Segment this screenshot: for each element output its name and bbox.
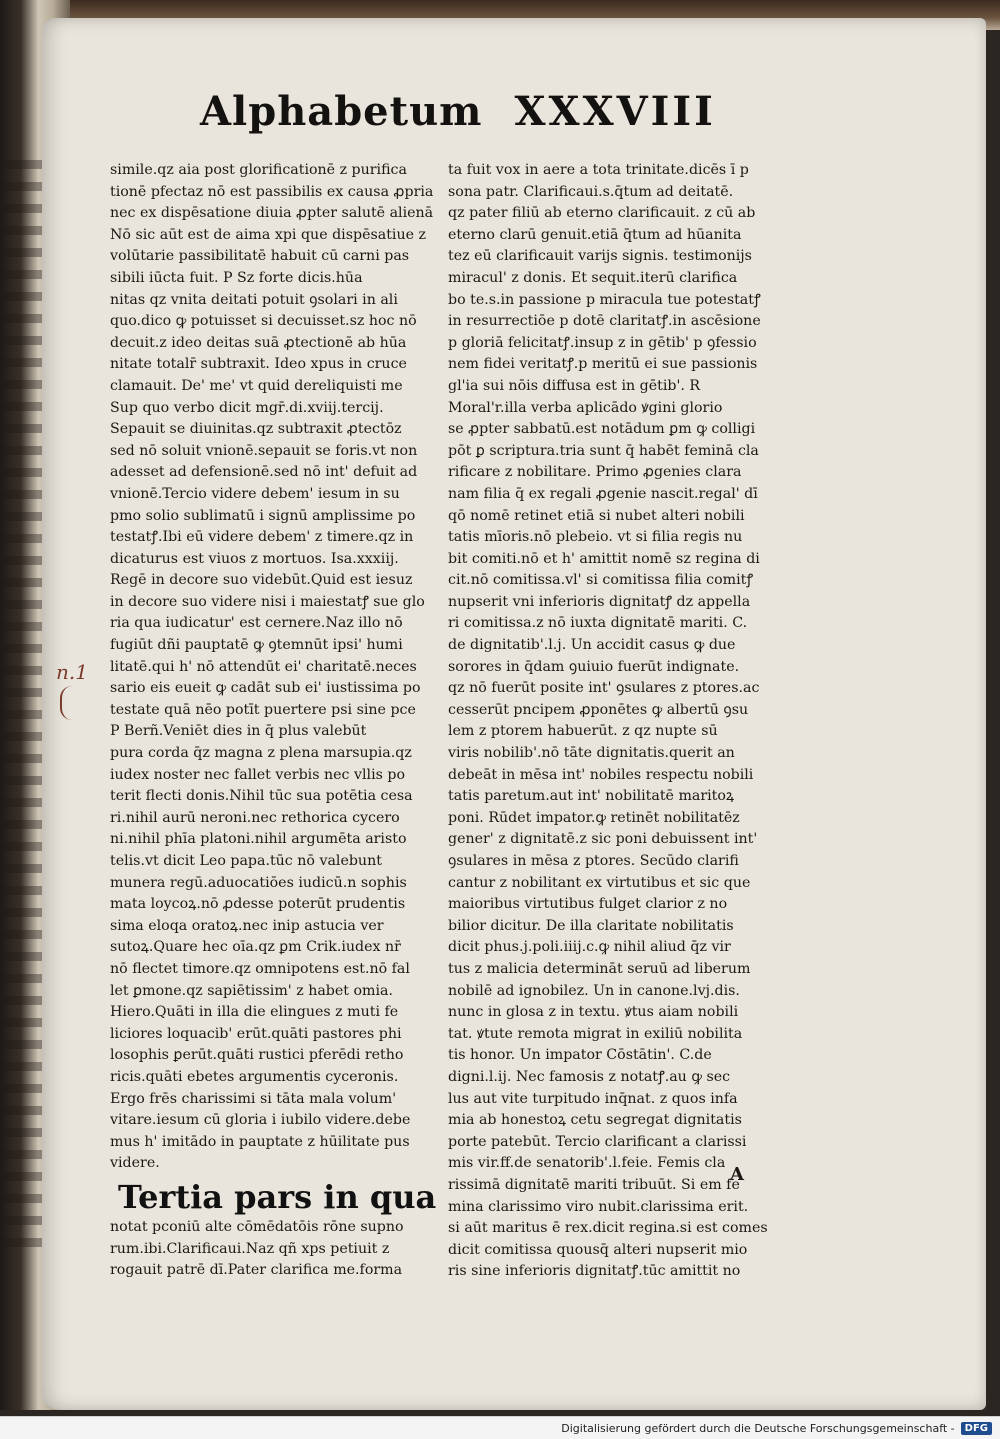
text-line: tez eū clarificauit varijs signis. testimonijs — [448, 248, 752, 265]
text-line: sario eis eueit ꝙ cadāt sub ei' iustissima po — [110, 680, 421, 697]
text-line: maioribus virtutibus fulget clarior z no — [448, 896, 728, 913]
text-line: videre. — [110, 1155, 160, 1172]
text-line: cit.nō comitissa.vl' si comitissa filia comitꝭ — [448, 572, 754, 589]
text-line: ta fuit vox in aere a tota trinitate.dicēs ī p — [448, 162, 749, 178]
text-line: tatis paretum.aut int' nobilitatē maritoꝝ — [448, 788, 735, 805]
text-line: bilior dicitur. De illa claritate nobilitatis — [448, 917, 734, 934]
text-line: simile.qz aia post glorificationē z purifica — [110, 162, 407, 178]
folio-number: XXXVIII — [514, 88, 716, 135]
text-line: gener' z dignitatē.z sic poni debuissent int' — [448, 831, 758, 848]
footer-credit-bar — [0, 1416, 1000, 1439]
text-line: eterno clarū genuit.etiā q̄tum ad hūanita — [448, 226, 742, 243]
text-line: let ꝑmone.qz sapiētissim' z habet omia. — [110, 982, 393, 999]
text-line: sutoꝝ.Quare hec oīa.qz ꝑm Crik.iudex nr̄ — [110, 939, 401, 956]
text-line: vitare.iesum cū gloria i iubilo videre.debe — [110, 1112, 411, 1129]
text-line: qz nō fuerūt posite int' ꝯsulares z ptores.ac — [448, 680, 760, 697]
text-line: cantur z nobilitant ex virtutibus et sic que — [448, 874, 751, 891]
text-line: notat pconiū alte cōmēdatōis rōne supno — [110, 1218, 404, 1235]
text-line: si aūt maritus ē rex.dicit regina.si est comes — [448, 1220, 768, 1237]
text-line: tis honor. Un impator Cōstātin'. C.de — [448, 1047, 712, 1064]
text-line: porte patebūt. Tercio clarificant a clarissi — [448, 1133, 747, 1150]
text-line: mia ab honestoꝝ cetu segregat dignitatis — [448, 1112, 742, 1129]
text-line: Sup quo verbo dicit mgr̄.di.xviij.tercij. — [110, 399, 384, 416]
margin-bracket — [60, 686, 80, 720]
text-line: nitas qz vnita deitati potuit ꝯsolari in ali — [110, 291, 398, 308]
text-line: sed nō soluit vnionē.sepauit se foris.vt non — [110, 442, 418, 459]
text-line: sorores in q̄dam ꝯuiuio fuerūt indignate. — [448, 658, 740, 675]
text-line: p gloriā felicitatꝭ.insup z in gētib' p ꝯfessio — [448, 334, 757, 351]
text-line: mina clarissimo viro nubit.clarissima erit. — [448, 1198, 749, 1215]
text-line: liciores loquacib' erūt.quāti pastores phi — [110, 1025, 402, 1042]
text-line: Nō sic aūt est de aima xpi que dispēsatiue z — [110, 226, 426, 243]
text-line: ri.nihil aurū neroni.nec rethorica cycero — [110, 809, 400, 826]
text-line: sona patr. Clarificaui.s.q̄tum ad deitatē. — [448, 183, 734, 200]
text-line: lus aut vite turpitudo inq̄nat. z quos infa — [448, 1090, 738, 1107]
left-lines-after — [110, 1217, 440, 1282]
margin-annotation: n.1 — [56, 660, 88, 684]
text-line: P Berñ.Veniēt dies in q̄ plus valebūt — [110, 723, 367, 740]
text-line: rum.ibi.Clarificaui.Naz qñ xps petiuit z — [110, 1240, 390, 1257]
section-title: Tertia pars in qua — [118, 1177, 437, 1216]
text-line: tus z malicia determināt seruū ad liberum — [448, 960, 751, 977]
text-line: vnionē.Tercio videre debem' iesum in su — [110, 485, 400, 502]
text-line: Ergo frēs charissimi si tāta mala volum' — [110, 1090, 397, 1107]
text-line: volūtarie passibilitatē habuit cū carni pas — [110, 248, 410, 265]
text-line: sibili iūcta fuit. P Sz forte dicis.hūa — [110, 269, 363, 286]
running-header — [200, 88, 716, 138]
text-line: nec ex dispēsatione diuia ꝓpter salutē alienā — [110, 205, 434, 222]
text-line: ni.nihil phīa platoni.nihil argumēta aristo — [110, 831, 407, 848]
text-line: Hiero.Quāti in illa die elingues z muti fe — [110, 1004, 399, 1021]
text-line: dicit phus.j.poli.iiij.c.ꝙ nihil aliud q̄z vir — [448, 939, 731, 956]
text-line: in resurrectiōe p dotē claritatꝭ.in ascēsione — [448, 313, 761, 330]
text-line: Moral'r.illa verba aplicādo ꝟgini glorio — [448, 399, 723, 416]
text-line: fugiūt dñi pauptatē ꝙ ꝯtemnūt ipsi' humi — [110, 637, 403, 654]
text-line: mus h' imitādo in pauptate z hūilitate pus — [110, 1133, 410, 1150]
text-line: gl'ia sui nōis diffusa est in gētib'. R — [448, 377, 701, 394]
text-line: litatē.qui h' nō attendūt ei' charitatē.neces — [110, 658, 417, 675]
facing-page-text — [0, 160, 48, 1260]
text-line: nobilē ad ignobilez. Un in canone.lvj.dis. — [448, 982, 740, 999]
text-line: mis vir.ff.de senatorib'.l.feie. Femis cla — [448, 1155, 726, 1172]
text-line: ricis.quāti ebetes argumentis cyceronis. — [110, 1068, 399, 1085]
text-line: qz pater filiū ab eterno clarificauit. z cū ab — [448, 205, 756, 222]
text-line: sima eloqa oratoꝝ.nec inip astucia ver — [110, 917, 384, 934]
text-line: pura corda q̄z magna z plena marsupia.qz — [110, 745, 412, 762]
text-line: Regē in decore suo videbūt.Quid est iesuz — [110, 572, 413, 589]
text-line: tionē pfectaz nō est passibilis ex causa ꝓpria — [110, 183, 434, 200]
text-line: miracul' z donis. Et sequit.iterū clarifica — [448, 269, 738, 286]
text-line: cesserūt pncipem ꝓponētes ꝙ albertū ꝯsu — [448, 701, 749, 718]
text-line: nupserit vni inferioris dignitatꝭ dz appella — [448, 593, 751, 610]
text-line: nam filia q̄ ex regali ꝓgenie nascit.regal' dī — [448, 485, 758, 502]
text-line: de dignitatib'.l.j. Un accidit casus ꝙ due — [448, 637, 736, 654]
header-title: Alphabetum — [200, 88, 483, 135]
text-line: nunc in glosa z in textu. ꝟtus aiam nobili — [448, 1004, 739, 1021]
dfg-logo: DFG — [961, 1422, 992, 1435]
text-line: rissimā dignitatē mariti tribuūt. Si em fe — [448, 1176, 740, 1193]
text-line: pmo solio sublimatū i signū amplissime po — [110, 507, 416, 524]
catchword: A — [730, 1164, 744, 1185]
text-line: in decore suo videre nisi i maiestatꝭ sue glo — [110, 593, 425, 610]
right-lines — [448, 160, 770, 1283]
text-line: adesset ad defensionē.sed nō int' defuit ad — [110, 464, 418, 481]
text-line: pōt ꝑ scriptura.tria sunt q̄ habēt feminā cla — [448, 442, 759, 459]
text-line: poni. Rūdet impator.ꝙ retinēt nobilitatēz — [448, 809, 740, 826]
text-line: losophis ꝑerūt.quāti rustici pferēdi retho — [110, 1047, 404, 1064]
text-line: nem fidei veritatꝭ.p meritū ei sue passionis — [448, 356, 758, 373]
text-line: testate quā nēo potīt puertere psi sine pce — [110, 701, 416, 718]
text-line: testatꝭ.Ibi eū videre debem' z timere.qz in — [110, 529, 414, 546]
text-line: terit flecti donis.Nihil tūc sua potētia cesa — [110, 788, 413, 805]
text-line: lem z ptorem habuerūt. z qz nupte sū — [448, 723, 718, 740]
text-line: viris nobilib'.nō tāte dignitatis.querit an — [448, 745, 735, 762]
text-line: ri comitissa.z nō iuxta dignitatē mariti. C. — [448, 615, 748, 632]
text-line: bit comiti.nō et h' amittit nomē sz regina di — [448, 550, 760, 567]
text-line: decuit.z ideo deitas suā ꝓtectionē ab hūa — [110, 334, 407, 351]
text-line: telis.vt dicit Leo papa.tūc nō valebunt — [110, 853, 382, 869]
text-line: rificare z nobilitare. Primo ꝓgenies clara — [448, 464, 742, 481]
text-line: qō nomē retinet etiā si nubet alteri nobili — [448, 507, 745, 524]
text-line: ria qua iudicatur' est cernere.Naz illo nō — [110, 615, 403, 632]
text-line: quo.dico ꝙ potuisset si decuisset.sz hoc nō — [110, 313, 417, 330]
text-line: tatis mīoris.nō plebeio. vt si filia regis nu — [448, 529, 743, 546]
footer-credit-text: Digitalisierung gefördert durch die Deutsche Forschungsgemeinschaft - — [561, 1421, 955, 1435]
text-line: dicaturus est viuos z mortuos. Isa.xxxiij. — [110, 550, 399, 567]
text-line: bo te.s.in passione p miracula tue potestatꝭ — [448, 291, 761, 308]
text-column-left — [110, 160, 440, 1282]
text-line: munera regū.aduocatiōes iudicū.n sophis — [110, 874, 407, 891]
text-line: dicit comitissa quousq̄ alteri nupserit mio — [448, 1241, 748, 1258]
text-line: debeāt in mēsa int' nobiles respectu nobili — [448, 766, 754, 783]
text-line: nitate totalr̄ subtraxit. Ideo xpus in cruce — [110, 356, 407, 373]
text-line: se ꝓpter sabbatū.est notādum ꝑm ꝙ colligi — [448, 421, 756, 438]
text-column-right — [448, 160, 770, 1283]
text-line: nō flectet timore.qz omnipotens est.nō fal — [110, 960, 410, 977]
text-line: iudex noster nec fallet verbis nec vllis po — [110, 766, 406, 783]
text-line: ris sine inferioris dignitatꝭ.tūc amittit no — [448, 1263, 741, 1280]
left-lines — [110, 160, 440, 1175]
text-line: tat. ꝟtute remota migrat in exiliū nobilita — [448, 1025, 743, 1042]
text-line: digni.l.ij. Nec famosis z notatꝭ.au ꝙ sec — [448, 1068, 731, 1085]
text-line: rogauit patrē dī.Pater clarifica me.forma — [110, 1262, 403, 1279]
text-line: mata loycoꝝ.nō ꝓdesse poterūt prudentis — [110, 896, 406, 913]
text-line: ꝯsulares in mēsa z ptores. Secūdo clarifi — [448, 853, 739, 869]
text-line: clamauit. De' me' vt quid dereliquisti me — [110, 377, 403, 394]
text-line: Sepauit se diuinitas.qz subtraxit ꝓtectōz — [110, 421, 402, 438]
